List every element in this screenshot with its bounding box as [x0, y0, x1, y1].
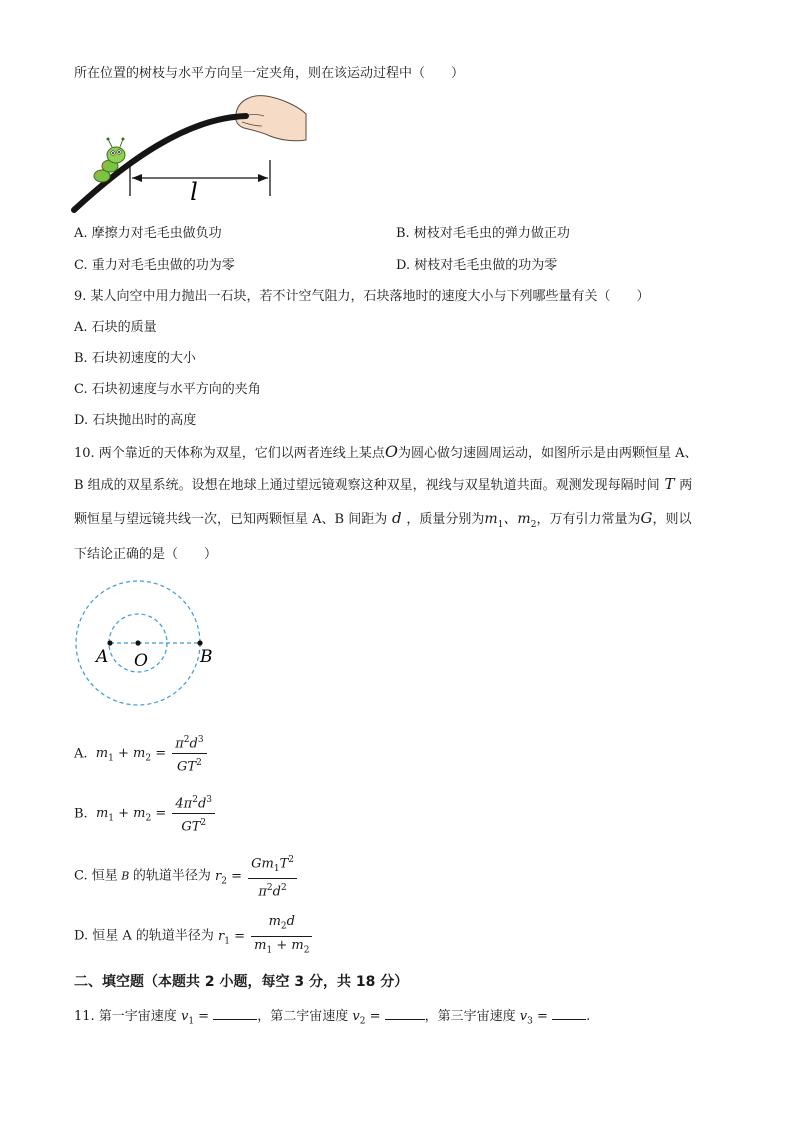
q9-option-c[interactable]: C. 石块初速度与水平方向的夹角 — [74, 382, 261, 397]
q10-line4: 下结论正确的是（ ） — [74, 547, 218, 562]
star-b — [197, 640, 202, 645]
q8-option-c[interactable]: C. 重力对毛毛虫做的功为零 — [74, 258, 235, 273]
q8-stem-tail: 所在位置的树枝与水平方向呈一定夹角，则在该运动过程中（ ） — [74, 66, 465, 81]
q8-options-row2 — [74, 256, 734, 276]
q8-option-b[interactable]: B. 树枝对毛毛虫的弹力做正功 — [396, 226, 570, 241]
q8-option-d[interactable]: D. 树枝对毛毛虫做的功为零 — [396, 258, 558, 273]
q8-option-a[interactable]: A. 摩擦力对毛毛虫做负功 — [74, 226, 222, 241]
q11-blank-3[interactable] — [552, 1005, 586, 1020]
q9-stem: 9. 某人向空中用力抛出一石块，若不计空气阻力，石块落地时的速度大小与下列哪些量有关（ ） — [74, 289, 650, 304]
center-o — [135, 640, 140, 645]
caterpillar-icon — [94, 138, 125, 183]
q9-option-d[interactable]: D. 石块抛出时的高度 — [74, 413, 197, 428]
q10-option-a[interactable]: A. $m_1 + m_2$ = $\frac{\pi^2d^3}{GT^2}$ — [74, 732, 207, 780]
section-title: 二、填空题（本题共 2 小题，每空 3 分，共 18 分） — [74, 974, 409, 990]
q10-option-c[interactable]: C. 恒星 B 的轨道半径为 $r_2$ = $\frac{Gm_1T^2}{\pi^2d^2}$ — [74, 852, 297, 902]
q8-options-row1 — [74, 224, 734, 244]
q10-figure — [72, 578, 240, 706]
q10-line2: B 组成的双星系统。设想在地球上通过望远镜观察这种双星，视线与双星轨道共面。观测发现每隔时间 T 两 — [74, 475, 693, 493]
q11-blank-2[interactable] — [385, 1005, 425, 1020]
q11-line: 11. 第一宇宙速度 $v_1$ = ，第二宇宙速度 $v_2$ = ，第三宇宙速度 $v_3$ = . — [74, 1005, 590, 1032]
branch-curve — [74, 116, 246, 210]
q10-line1: 10. 两个靠近的天体称为双星，它们以两者连线上某点O为圆心做匀速圆周运动，如图所示是由两颗恒星 A、 — [74, 442, 698, 461]
q8-figure — [66, 92, 316, 220]
q10-line3: 颗恒星与望远镜共线一次，已知两颗恒星 A、B 间距为 d ，质量分别为$m_1$、$m_2$，万有引力常量为G，则以 — [74, 509, 692, 530]
length-label: l — [190, 178, 198, 206]
star-a — [107, 640, 112, 645]
q11-blank-1[interactable] — [213, 1005, 257, 1020]
label-o: O — [134, 651, 148, 671]
label-b: B — [200, 647, 213, 667]
q10-option-b[interactable]: B. $m_1 + m_2$ = $\frac{4\pi^2d^3}{GT^2}$ — [74, 792, 215, 840]
q9-option-b[interactable]: B. 石块初速度的大小 — [74, 351, 196, 366]
q9-option-a[interactable]: A. 石块的质量 — [74, 320, 157, 335]
label-a: A — [96, 647, 109, 667]
q10-option-d[interactable]: D. 恒星 A 的轨道半径为 $r_1$ = $\frac{m_2d}{m_1 + m_2}$ — [74, 914, 312, 962]
